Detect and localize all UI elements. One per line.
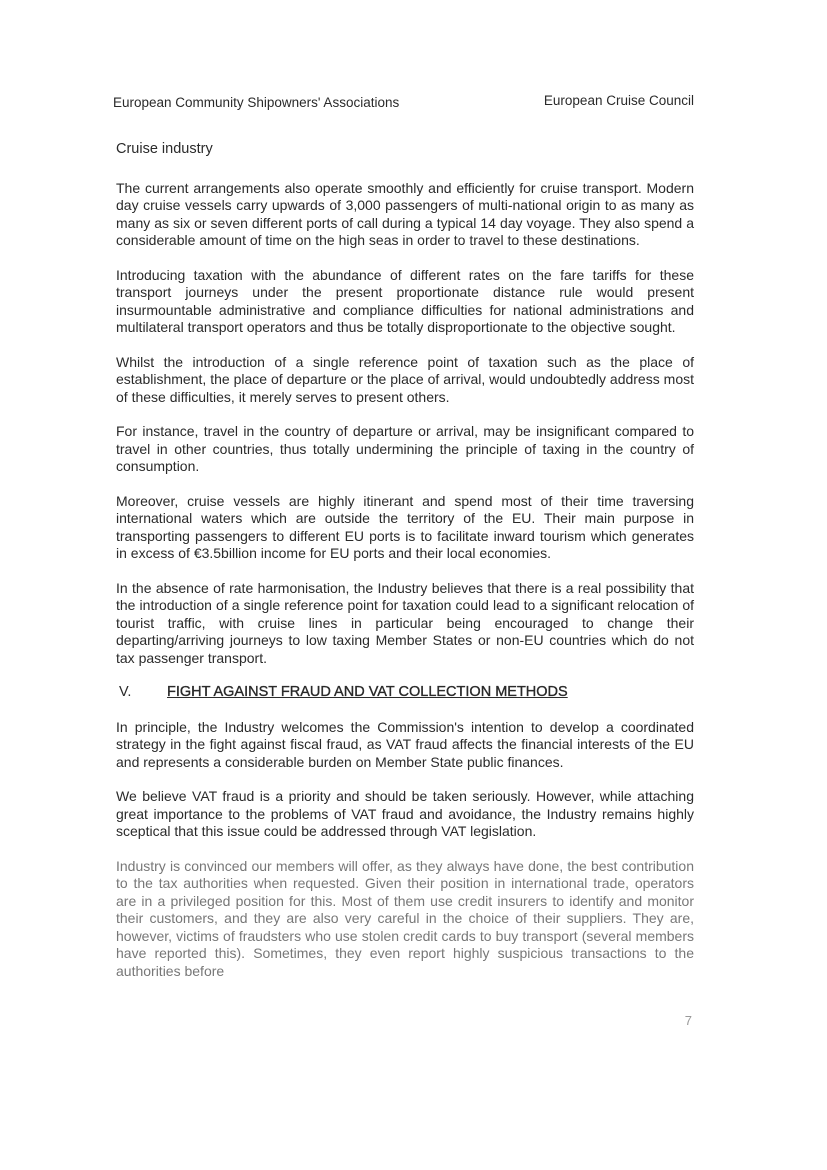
section-heading: [116, 684, 694, 702]
paragraph: In the absence of rate harmonisation, the Industry believes that there is a real possibility that the introduction of a single reference point for taxation could lead to a significant relocation of tourist traffic, with cruise lines in particular being encouraged to change their departing/arriving journeys to low taxing Member States or non-EU countries which do not tax passenger transport.: [116, 579, 694, 666]
paragraph: The current arrangements also operate smoothly and efficiently for cruise transport. Modern day cruise vessels carry upwards of 3,000 passengers of multi-national origin to as many as many as six or seven different ports of call during a typical 14 day voyage. They also spend a considerable amount of time on the high seas in order to travel to these destinations.: [116, 179, 694, 248]
header-organization-right: European Cruise Council: [543, 93, 694, 108]
section-heading-text: FIGHT AGAINST FRAUD AND VAT COLLECTION METHODS: [167, 684, 568, 700]
paragraph: Industry is convinced our members will offer, as they always have done, the best contribution to the tax authorities when requested. Given their position in international trade, operators are in a privileged position for this. Most of them use credit insurers to identify and monitor their customers, and they are also very careful in the choice of their suppliers. They are, however, victims of fraudsters who use stolen credit cards to buy transport (several members have reported this). Sometimes, they even report highly suspicious transactions to the authorities before: [116, 857, 694, 979]
header-organization-left: European Community Shipowners' Associations: [113, 95, 400, 110]
paragraph: For instance, travel in the country of departure or arrival, may be insignificant compared to travel in other countries, thus totally undermining the principle of taxing in the country of consumption.: [116, 423, 694, 474]
section-heading-number: V.: [119, 684, 132, 700]
paragraph: Introducing taxation with the abundance of different rates on the fare tariffs for these transport journeys under the present proportionate distance rule would present insurmountable administrative and compliance difficulties for national administrations and multilateral transport operators and thus be totally disproportionate to the objective sought.: [116, 266, 694, 335]
paragraph: Moreover, cruise vessels are highly itinerant and spend most of their time traversing international waters which are outside the territory of the EU. Their main purpose in transporting passengers to different EU ports is to facilitate inward tourism which generates in excess of €3.5billion income for EU ports and their local economies.: [116, 492, 694, 561]
paragraph: In principle, the Industry welcomes the Commission's intention to develop a coordinated strategy in the fight against fiscal fraud, as VAT fraud affects the financial interests of the EU and represents a considerable burden on Member State public finances.: [116, 718, 694, 770]
page-number: 7: [684, 1013, 692, 1028]
document-body: [116, 141, 694, 997]
paragraph: We believe VAT fraud is a priority and should be taken seriously. However, while attaching great importance to the problems of VAT fraud and avoidance, the Industry remains highly sceptical that this issue could be addressed through VAT legislation.: [116, 788, 694, 839]
section-title: Cruise industry: [116, 141, 213, 157]
paragraph: Whilst the introduction of a single reference point of taxation such as the place of establishment, the place of departure or the place of arrival, would undoubtedly address most of these difficulties, it merely serves to present others.: [116, 353, 694, 405]
